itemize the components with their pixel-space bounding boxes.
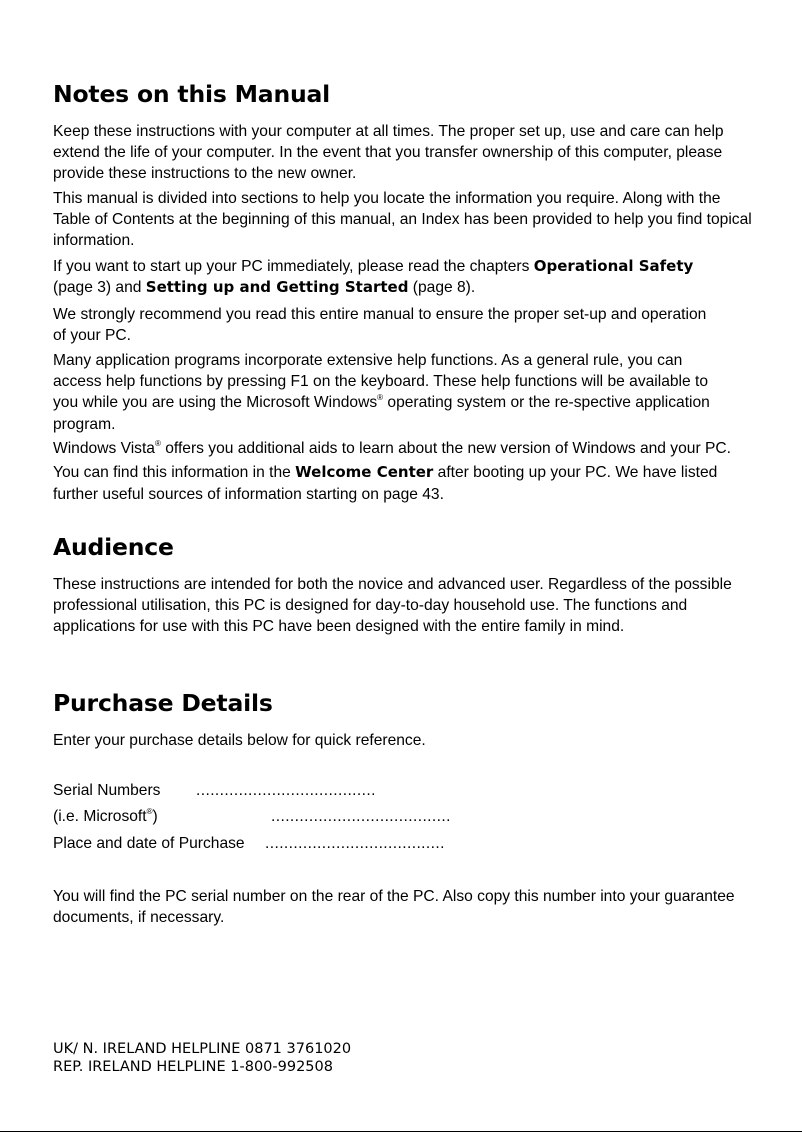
- serial-numbers-entry-line: ......................................: [196, 782, 376, 799]
- microsoft-entry-line: ......................................: [271, 808, 451, 825]
- notes-paragraph-start-up: If you want to start up your PC immediately, please read the chapters Operational Safety (page 3) and Setting up and Getting Started (page 8).: [53, 257, 694, 297]
- audience-heading: Audience: [53, 533, 174, 561]
- notes-paragraph-help-functions: Many application programs incorporate extensive help functions. As a general rule, you can access help functions by pressing F1 on the keyboard. These help functions will be available to you while you are using the Microsoft Windows® operating system or the re-spective application program.: [53, 352, 710, 433]
- place-date-label: Place and date of Purchase: [53, 835, 245, 852]
- setting-up-reference: Setting up and Getting Started: [145, 278, 409, 297]
- page-bottom-rule: [0, 1131, 802, 1132]
- place-date-entry-line: ......................................: [265, 835, 445, 852]
- audience-paragraph: These instructions are intended for both the novice and advanced user. Regardless of the possible professional utilisation, this PC is designed for day-to-day household use. The functions and applications for use with this PC have been designed with the entire family in mind.: [53, 576, 732, 636]
- microsoft-serial-row: [53, 806, 473, 828]
- notes-paragraph-keep-instructions: Keep these instructions with your computer at all times. The proper set up, use and care can help extend the life of your computer. In the event that you transfer ownership of this computer, please provide these instructions to the new owner.: [53, 123, 724, 183]
- rep-ireland-helpline: REP. IRELAND HELPLINE 1-800-992508: [53, 1059, 333, 1075]
- uk-helpline: UK/ N. IRELAND HELPLINE 0871 3761020: [53, 1041, 352, 1057]
- registered-mark: ®: [154, 439, 161, 448]
- notes-paragraph-windows-vista: Windows Vista® offers you additional aids to learn about the new version of Windows and your PC. You can find this information in the Welcome Center after booting up your PC. We have listed further useful sources of information starting on page 43.: [53, 439, 731, 503]
- serial-numbers-label: Serial Numbers: [53, 782, 161, 799]
- serial-numbers-row: [53, 780, 473, 802]
- place-date-row: [53, 833, 473, 855]
- purchase-intro: Enter your purchase details below for quick reference.: [53, 732, 426, 749]
- microsoft-label: (i.e. Microsoft®): [53, 807, 158, 825]
- notes-heading: Notes on this Manual: [53, 80, 331, 108]
- notes-paragraph-manual-sections: This manual is divided into sections to help you locate the information you require. Along with the Table of Contents at the beginning of this manual, an Index has been provided to help you find topical information.: [53, 190, 752, 250]
- registered-mark: ®: [377, 393, 384, 403]
- operational-safety-reference: Operational Safety: [533, 257, 694, 275]
- serial-location-note: You will find the PC serial number on the rear of the PC. Also copy this number into your guarantee documents, if necessary.: [53, 888, 735, 927]
- purchase-details-heading: Purchase Details: [53, 689, 273, 717]
- registered-mark: ®: [146, 807, 153, 816]
- welcome-center-reference: Welcome Center: [295, 462, 434, 481]
- notes-paragraph-recommendation: We strongly recommend you read this entire manual to ensure the proper set-up and operation of your PC.: [53, 306, 707, 345]
